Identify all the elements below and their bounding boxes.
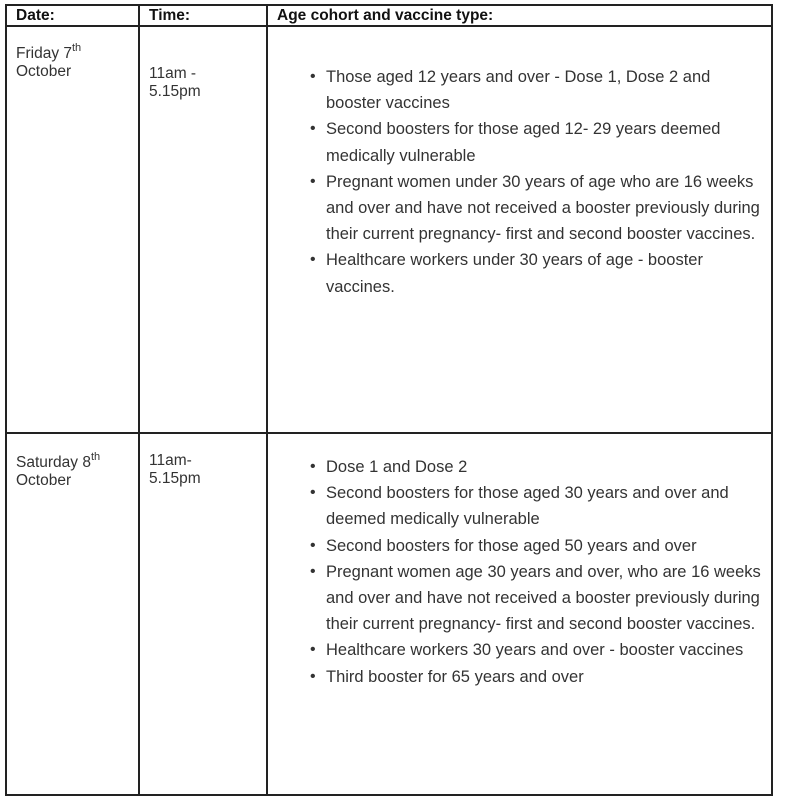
date-ordinal: th [72,41,82,54]
bullet-icon: • [310,172,316,190]
cohort-text: Second boosters for those aged 30 years and over and deemed medically vulnerable [326,484,729,529]
cohort-text: Pregnant women under 30 years of age who are 16 weeks and over and have not received a booster previously during their current pregnancy- first and second booster vaccines. [326,172,760,244]
time-cell [139,26,267,433]
date-ordinal: th [90,450,101,463]
list-item [310,559,763,638]
list-item [310,480,763,532]
table-row [6,433,772,795]
list-item [310,533,763,559]
time-start: 11am- [149,452,192,469]
cohort-list [268,27,771,300]
cohort-text: Those aged 12 years and over - Dose 1, Dose 2 and booster vaccines [326,68,711,113]
list-item [310,116,763,168]
bullet-icon: • [310,458,316,475]
cohort-text: Healthcare workers under 30 years of age - booster vaccines. [326,251,703,296]
bullet-icon: • [310,641,316,659]
bullet-icon: • [310,68,316,85]
bullet-icon: • [310,536,316,554]
bullet-icon: • [310,251,316,269]
cohort-list [268,434,771,690]
list-item [310,169,763,248]
list-item [310,64,763,116]
time-start: 11am - [149,65,197,82]
list-item [310,454,763,480]
bullet-icon: • [310,562,316,580]
date-cell [6,433,139,795]
table-row [6,26,772,433]
cohort-text: Healthcare workers 30 years and over - booster vaccines [326,641,744,660]
cohort-text: Second boosters for those aged 12- 29 years deemed medically vulnerable [326,120,721,165]
date-month: October [16,63,72,80]
date-day: Saturday 8 [16,454,91,471]
cohort-cell [267,433,772,795]
cohort-text: Third booster for 65 years and over [326,667,584,686]
date-month: October [16,472,72,489]
cohort-text: Pregnant women age 30 years and over, who are 16 weeks and over and have not received a booster previously during their current pregnancy- first and second booster vaccines. [326,562,761,634]
bullet-icon: • [310,120,316,138]
bullet-icon: • [310,667,316,685]
list-item [310,664,763,690]
time-end: 5.15pm [149,470,201,487]
vaccination-schedule-table [5,4,773,796]
list-item [310,637,763,663]
cohort-header: Age cohort and vaccine type: [267,5,772,26]
time-end: 5.15pm [149,83,201,100]
cohort-cell [267,26,772,433]
header-row [6,5,772,26]
date-cell [6,26,139,433]
time-header: Time: [139,5,267,26]
cohort-text: Second boosters for those aged 50 years and over [326,536,697,555]
list-item [310,247,763,299]
time-cell [139,433,267,795]
date-day: Friday 7 [16,45,72,62]
date-header: Date: [6,5,139,26]
bullet-icon: • [310,484,316,502]
cohort-text: Dose 1 and Dose 2 [326,458,468,476]
